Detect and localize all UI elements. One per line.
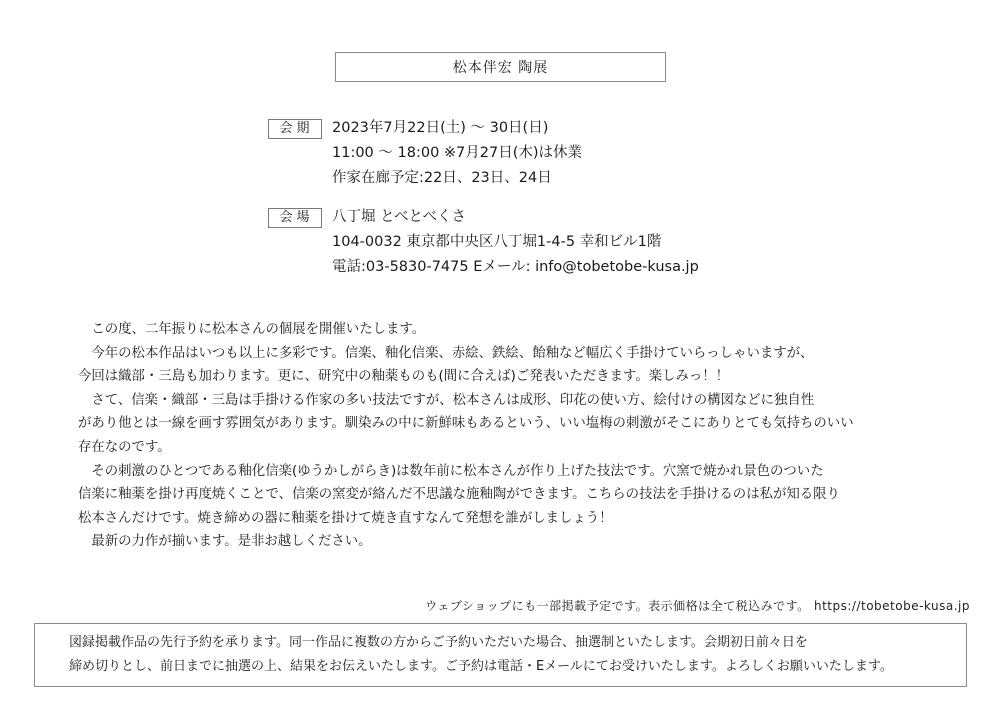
body-line: 信楽に釉薬を掛け再度焼くことで、信楽の窯変が絡んだ不思議な施釉陶ができます。こちらの技法を手掛けるのは私が知る限り [78,487,840,503]
webshop-note: ウェブショップにも一部掲載予定です。表示価格は全て税込みです。 https://tobetobe-kusa.jp [425,599,970,613]
body-line: この度、二年振りに松本さんの個展を開催いたします。 [78,322,426,337]
venue-contact: 電話:03-5830-7475 Eメール: info@tobetobe-kusa.jp [332,259,699,275]
body-line: 今年の松本作品はいつも以上に多彩です。信楽、釉化信楽、赤絵、鉄絵、飴釉など幅広く手掛けていらっしゃいますが、 [78,345,814,361]
notice-line: 図録掲載作品の先行予約を承ります。同一作品に複数の方からご予約いただいた場合、抽選制といたします。会期初日前々日を [69,635,808,650]
body-line: さて、信楽・織部・三島は手掛ける作家の多い技法ですが、松本さんは成形、印花の使い方、絵付けの構図などに独自性 [78,392,815,408]
exhibition-title: 松本伴宏 陶展 [452,60,549,76]
body-line: 松本さんだけです。焼き締めの器に釉薬を掛けて焼き直すなんて発想を誰がしましょう！ [78,510,613,526]
body-line: 存在なのです。 [78,439,171,455]
exhibition-description [78,318,938,554]
venue-section [268,205,828,280]
period-hours: 11:00 ～ 18:00 ※7月27日(木)は休業 [332,145,583,161]
body-line: 今回は織部・三島も加わります。更に、研究中の釉薬ものも(間に合えば)ご発表いただきます。楽しみっ！！ [78,369,730,385]
reservation-notice-box [34,623,967,687]
notice-line: 締め切りとし、前日までに抽選の上、結果をお伝えいたします。ご予約は電話・Eメールにてお受けいたします。よろしくお願いいたします。 [69,659,893,674]
period-label: 会期 [268,119,322,139]
body-line: その刺激のひとつである釉化信楽(ゆうかしがらき)は数年前に松本さんが作り上げた技法です。穴窯で焼かれ景色のついた [78,463,824,479]
period-section [268,116,828,191]
venue-name: 八丁堀 とべとべくさ [332,209,466,225]
venue-address: 104-0032 東京都中央区八丁堀1-4-5 幸和ビル1階 [332,234,662,250]
venue-label: 会場 [268,208,322,228]
exhibition-title-box [335,52,666,82]
period-dates: 2023年7月22日(土) ～ 30日(日) [332,120,549,136]
body-line: があり他とは一線を画す雰囲気があります。馴染みの中に新鮮味もあるという、いい塩梅の刺激がそこにありとても気持ちのいい [78,416,854,432]
artist-presence: 作家在廊予定:22日、23日、24日 [332,170,552,186]
body-line: 最新の力作が揃います。是非お越しください。 [78,534,372,550]
